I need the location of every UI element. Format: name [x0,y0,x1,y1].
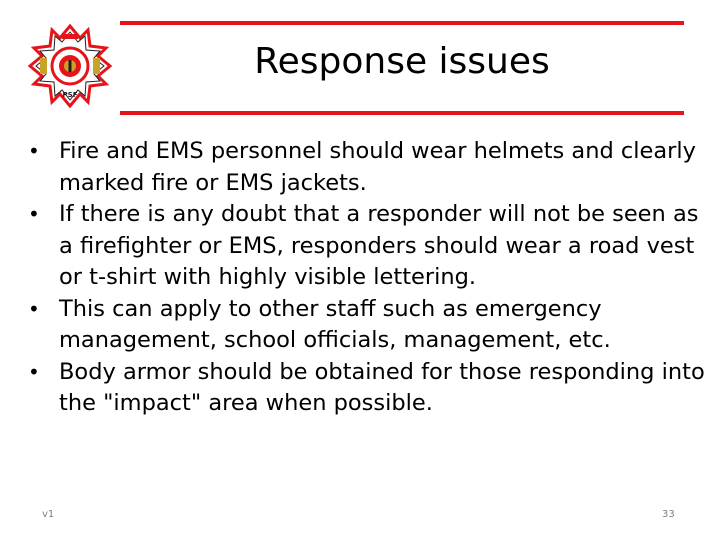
title-rule-bottom [120,111,684,115]
fire-cross-badge-icon [28,24,112,108]
slide-title: Response issues [254,41,550,82]
bullet-icon: • [28,359,40,384]
bullet-item [28,357,718,420]
logo-text: PSF [62,91,78,99]
bullet-item [28,199,718,294]
bullet-item [28,294,718,357]
bullet-list [28,136,718,420]
bullet-icon: • [28,139,40,163]
page-number: 33 [662,509,675,520]
title-rule-top [120,21,684,25]
version-label: v1 [42,509,55,520]
bullet-icon: • [28,296,40,321]
bullet-text: Fire and EMS personnel should wear helmets and clearly marked fire or EMS jackets. [59,138,696,196]
bullet-text: Body armor should be obtained for those responding into the "impact" area when possible. [59,358,705,416]
bullet-item [28,136,718,199]
bullet-text: This can apply to other staff such as emergency management, school officials, management, etc. [59,295,611,353]
bullet-text: If there is any doubt that a responder will not be seen as a firefighter or EMS, responders should wear a road vest or t-shirt with highly visible lettering. [59,201,699,290]
bullet-icon: • [28,202,40,226]
